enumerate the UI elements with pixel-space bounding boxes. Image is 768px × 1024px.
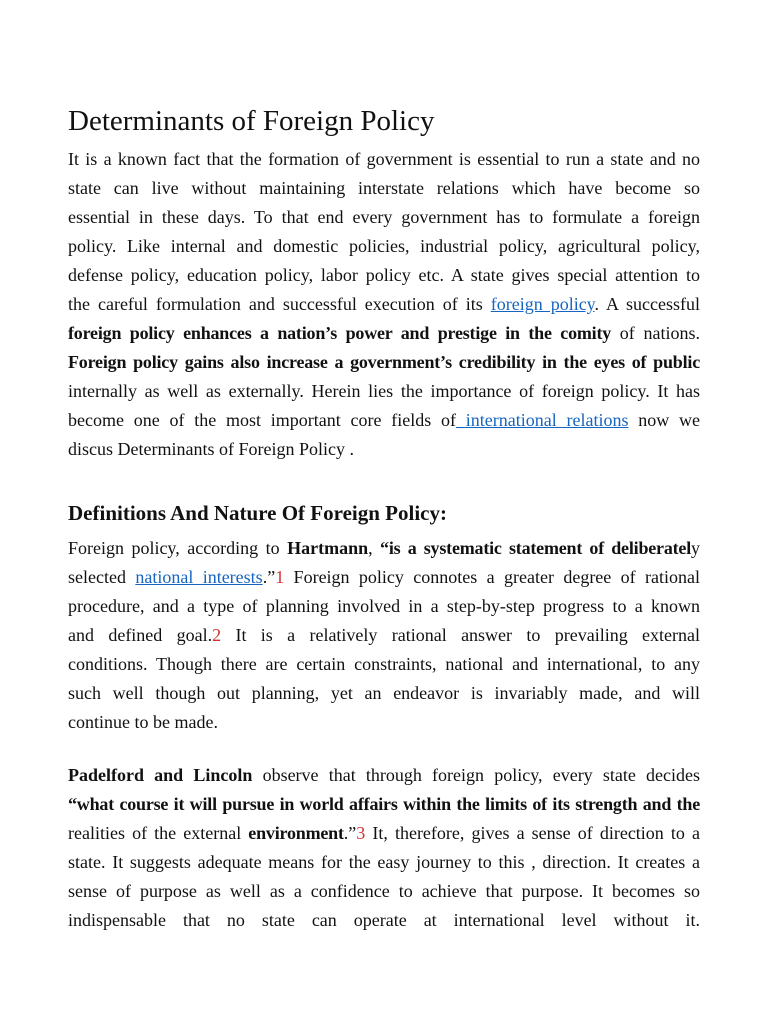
text-run: It is a relatively rational answer to prevailing external	[221, 625, 700, 645]
text-line	[68, 290, 700, 319]
bold-quote: “what course it will pursue in world affairs within the limits of its strength and the	[68, 794, 700, 814]
text-line: discus Determinants of Foreign Policy .	[68, 439, 354, 459]
international-relations-link[interactable]: international relations	[456, 410, 629, 430]
text-line: It is a known fact that the formation of government is essential to run a state and no	[68, 149, 700, 169]
author-names: Padelford and Lincoln	[68, 765, 253, 785]
text-line	[68, 534, 700, 563]
text-line	[68, 790, 700, 819]
foreign-policy-link[interactable]: foreign policy	[490, 294, 595, 314]
text-line	[68, 819, 700, 848]
national-interests-link[interactable]: national interests	[135, 567, 263, 587]
text-run: become one of the most important core fields of	[68, 410, 456, 430]
text-line	[68, 621, 700, 650]
section-heading: Definitions And Nature Of Foreign Policy:	[68, 501, 447, 525]
text-run: . A successful	[594, 294, 700, 314]
text-line	[68, 761, 700, 790]
text-line	[68, 563, 700, 592]
text-run: observe that through foreign policy, every state decides	[252, 765, 700, 785]
footnote-marker[interactable]: 3	[356, 823, 366, 843]
text-line	[68, 319, 700, 348]
text-run: .”	[262, 567, 276, 587]
text-line: such well though out planning, yet an endeavor is invariably made, and will	[68, 683, 700, 703]
text-run: realities of the external	[68, 823, 249, 843]
text-line: internally as well as externally. Herein lies the importance of foreign policy. It has	[68, 381, 700, 401]
text-run: of nations.	[611, 323, 700, 343]
text-run: Foreign policy, according to	[68, 538, 288, 558]
text-run: now we	[628, 410, 700, 430]
author-name: Hartmann	[287, 538, 369, 558]
text-run: the careful formulation and successful execution of its	[68, 294, 491, 314]
text-line: essential in these days. To that end every government has to formulate a foreign	[68, 207, 700, 227]
page-title: Determinants of Foreign Policy	[68, 105, 435, 137]
padelford-paragraph	[68, 761, 700, 935]
text-run: selected	[68, 567, 136, 587]
text-run: y	[691, 538, 701, 558]
text-run: Foreign policy connotes a greater degree of rational	[284, 567, 700, 587]
text-run: It, therefore, gives a sense of direction to a	[365, 823, 700, 843]
text-run: ,	[368, 538, 381, 558]
footnote-marker[interactable]: 2	[212, 625, 222, 645]
text-run: .”	[343, 823, 357, 843]
bold-text: Foreign policy gains also increase a government’s credibility in the eyes of public	[68, 352, 700, 372]
text-line: indispensable that no state can operate at international level without it.	[68, 910, 700, 930]
text-line: procedure, and a type of planning involved in a step-by-step progress to a known	[68, 596, 700, 616]
text-line: sense of purpose as well as a confidence to achieve that purpose. It becomes so	[68, 881, 700, 901]
definition-paragraph	[68, 534, 700, 737]
text-line: policy. Like internal and domestic policies, industrial policy, agricultural policy,	[68, 236, 700, 256]
text-line: state. It suggests adequate means for the easy journey to this , direction. It creates a	[68, 852, 700, 872]
text-line: conditions. Though there are certain constraints, national and international, to any	[68, 654, 700, 674]
text-line: state can live without maintaining interstate relations which have become so	[68, 178, 700, 198]
intro-paragraph	[68, 145, 700, 464]
text-line	[68, 348, 700, 377]
text-line: continue to be made.	[68, 712, 218, 732]
bold-text: foreign policy enhances a nation’s power and prestige in the comity	[68, 323, 612, 343]
text-line: defense policy, education policy, labor policy etc. A state gives special attention to	[68, 265, 700, 285]
text-line	[68, 406, 700, 435]
text-run: and defined goal.	[68, 625, 213, 645]
bold-quote: environment	[248, 823, 344, 843]
footnote-marker[interactable]: 1	[275, 567, 285, 587]
bold-quote: “is a systematic statement of deliberatel	[380, 538, 692, 558]
